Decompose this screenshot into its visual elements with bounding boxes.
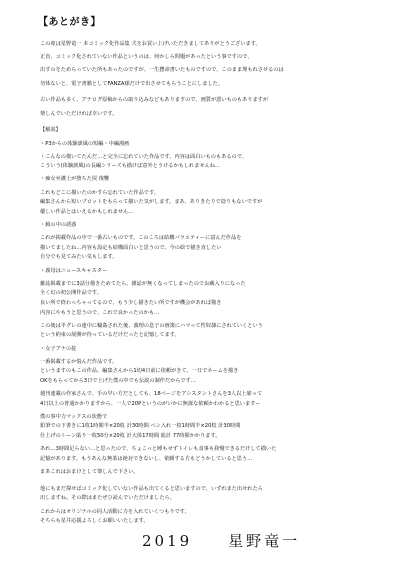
text-line: 全く幻の初公開作品です。	[40, 290, 102, 297]
text-line: 雑誌掲載までに3話分描きためてたら、雑誌が無くなってしまったのでお蔵入りになった	[40, 280, 246, 287]
text-line: 出しますね。その際はまたぜひ読んでいただけましたら。	[40, 495, 175, 502]
text-line: 良い所で終わっちゃってるので、もう少し描きたい所ですが機会があれば描き	[40, 299, 222, 306]
text-line: 描いてましたね…内容も設定も結構面白いと思うので、今の絵で描き直したい	[40, 244, 222, 251]
text-line: ・義母はニュースキャスター	[40, 267, 108, 274]
text-line: まあこれはおまけとして楽しんで下さい。	[40, 469, 139, 476]
text-line: こういう(体験談風)の長編シリーズも描けば意外とうけるかもしれませんね…	[40, 163, 221, 170]
text-line: これからはオリジナルの同人活動に力を入れていくつもりです。	[40, 508, 190, 515]
text-line: 楽しんでいただければ幸いです。	[40, 110, 118, 117]
text-line: ・女子アナの掟	[40, 345, 77, 352]
text-line: 週刊連載の作家さんで、手の早い方だとしても、18ページをアシスタントさんを3人以上雇って	[40, 391, 263, 398]
text-line: そちらも星井応援よろしくお願いいたします。	[40, 518, 149, 525]
text-line: 優しい作品とはいえるかもしれません…	[40, 208, 134, 215]
text-line: ・鏡の中の誘惑	[40, 222, 77, 229]
text-line: 【解説】	[40, 127, 61, 134]
text-line: この後は半グレの連中に輪姦された後、義理の息子の画策にハマって性奴隷にされていくという	[40, 322, 263, 329]
text-line: ・こんなの描いてたんだ…と完全に忘れていた作品です。内容は面白いものもあるので、	[40, 153, 247, 160]
text-line: OKをもらってから3日で上げた僕の中でも伝説の制作だからです…	[40, 377, 196, 384]
text-line: あれ…3時間足らない…と思ったので、ちょこっと睡もせずトイレも食事も我慢できるだけして描いた	[40, 446, 277, 453]
text-line: というますのもこの作品、編集さんから1切4日前に依頼がきて、一日でネームを描き	[40, 368, 239, 375]
text-line: 一番掲載するか悩んだ作品です。	[40, 358, 118, 365]
text-line: 他にもまだ探せばコミック化していない作品も出てくると思いますので、いずれまた出せれたら	[40, 485, 263, 492]
text-line: 記憶があります。もうあんな無茶は絶対できないし、依頼する方もどうかしていると思う…	[40, 455, 253, 462]
text-line: この度は星野竜一 本コミック化作品集 弐をお買い上げいただきましてありがとうございます。	[40, 41, 261, 47]
text-line: 僕の事中力マックスの状態で	[40, 413, 108, 420]
text-line: 仕上げのトーン貼り一枚50分×20枚 計大体17時間 総計 77時間かかります。	[40, 433, 221, 440]
text-line: 古い作品も多く、アナログ原稿からの取り込みなどもありますので、画質が悪いものもありますが	[40, 97, 269, 104]
afterword-body	[40, 40, 370, 527]
signature: 2019 星野竜一	[142, 532, 301, 550]
text-line: これが掲載作品の中で一番古いものです。このころは結構バラエティーに富んだ作品を	[40, 235, 242, 242]
text-line: 編集さんから短いプロットをもらって描いた気がします。まあ、ありきたりで捻りもないですが	[40, 199, 263, 206]
text-line: 自分でも見てみたい気もします。	[40, 254, 118, 261]
text-line: 鉛筆での下書きに1枚1時間半×20枚 計30時間 ペン入れ一枚1時間半×20枚 計30時間	[40, 423, 241, 430]
text-line: ・P3からの体験談風の短編・中編漫画	[40, 140, 130, 147]
text-line: という約束の展開が待っているだけだったと記憶してます。	[40, 332, 180, 339]
text-line: これもどこに描いたのかすら忘れていた作品です。	[40, 189, 159, 196]
text-line: 出すのをためらっていた所もあったのですが、一生懸命書いたものですので、このまま埋もれさせるのは	[40, 67, 284, 74]
text-line: 正直、コミック化されていない作品というのは、何かしら問題があったという事ですので、	[40, 54, 253, 61]
page-title: 【あとがき】	[38, 17, 101, 28]
text-line: 4日以上の普通かかりますから、一人で20Pというのがいかに無謀な依頼かわかると思いますー	[40, 400, 261, 407]
text-line: 内容にやもうと思うので、これで良かったのかも…	[40, 309, 160, 316]
text-line: ・痴女弁護士が堕ちた罠 復讐	[40, 176, 110, 183]
text-line: 勿体ないと、電子書籍としてFANZA様だけで出させてもらうことにしました。	[40, 80, 224, 87]
